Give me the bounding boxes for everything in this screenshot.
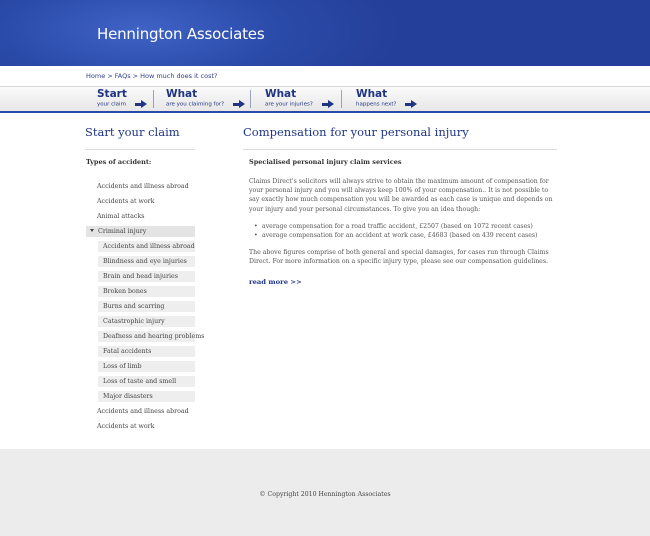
sidebar-item-animal-attacks[interactable]: Animal attacks	[97, 213, 145, 220]
site-header	[0, 0, 650, 66]
step-title: What	[265, 88, 297, 100]
details-paragraph: The above figures comprise of both general and special damages, for cases run through Claims Direct. For more information on a specific injury type, please see our compensation guidelines.	[249, 249, 549, 266]
sidebar-subitem-broken-bones[interactable]: Broken bones	[98, 286, 195, 297]
sidebar-item-accidents-at-work[interactable]: Accidents at work	[97, 198, 155, 205]
step-injuries[interactable]	[265, 89, 334, 109]
step-claiming-for[interactable]	[166, 89, 245, 109]
step-title: Start	[97, 88, 127, 100]
page-title: Compensation for your personal injury	[243, 125, 469, 139]
arrow-right-icon	[141, 100, 147, 108]
step-subtitle: are you claiming for?	[166, 101, 225, 108]
sidebar-item-accidents-at-work-2[interactable]: Accidents at work	[97, 423, 155, 430]
sidebar-subitem-loss-of-limb[interactable]: Loss of limb	[98, 361, 195, 372]
sidebar-item-accidents-abroad-2[interactable]: Accidents and illness abroad	[97, 408, 189, 415]
arrow-right-icon	[411, 100, 417, 108]
sidebar-subitem-major-disasters[interactable]: Major disasters	[98, 391, 195, 402]
site-title[interactable]: Hennington Associates	[97, 25, 265, 43]
sidebar-subitem-accidents-abroad[interactable]: Accidents and illness abroad	[98, 241, 195, 252]
step-divider	[250, 90, 251, 108]
sidebar-subitem-catastrophic[interactable]: Catastrophic injury	[98, 316, 195, 327]
breadcrumb-separator: >	[107, 72, 113, 80]
step-title: What	[166, 88, 198, 100]
step-subtitle: your claim	[97, 101, 126, 108]
sidebar-item-accidents-abroad[interactable]: Accidents and illness abroad	[97, 183, 189, 190]
step-divider	[341, 90, 342, 108]
step-divider	[153, 90, 154, 108]
step-subtitle: happens next?	[356, 101, 397, 108]
arrow-right-icon	[328, 100, 334, 108]
sidebar-subitem-taste-smell[interactable]: Loss of taste and smell	[98, 376, 195, 387]
main-divider	[243, 149, 557, 150]
step-bar-underline	[0, 111, 650, 113]
intro-paragraph: Claims Direct's solicitors will always strive to obtain the maximum amount of compensation for your personal injury and you will always keep 100% of your compensation.. It is not possible to say exactly how much compensation you will be awarded as each case is unique and depends on your injury and your personal circumstances. To give you an idea though:	[249, 178, 553, 213]
sidebar-subitem-deafness[interactable]: Deafness and hearing problems	[98, 331, 195, 342]
step-start-claim[interactable]	[97, 89, 147, 109]
sidebar-item-label: Criminal injury	[98, 228, 147, 235]
step-happens-next[interactable]	[356, 89, 417, 109]
arrow-right-icon	[239, 100, 245, 108]
breadcrumb-faqs[interactable]: FAQs	[114, 72, 131, 80]
step-subtitle: are your injuries?	[265, 101, 313, 108]
breadcrumb-separator: >	[132, 72, 139, 80]
sidebar-subitem-fatal[interactable]: Fatal accidents	[98, 346, 195, 357]
step-title: What	[356, 88, 388, 100]
section-subheading: Specialised personal injury claim services	[249, 158, 402, 166]
list-item: • average compensation for an accident at work case, £4683 (based on 439 recent cases)	[262, 231, 562, 240]
sidebar-heading: Start your claim	[85, 125, 180, 139]
compensation-list	[262, 222, 562, 240]
breadcrumb-current[interactable]: How much does it cost?	[140, 72, 218, 80]
list-item: • average compensation for a road traffic accident, £2507 (based on 1072 recent cases)	[262, 222, 562, 231]
expand-triangle-icon	[90, 229, 94, 232]
breadcrumb	[86, 72, 217, 80]
sidebar-divider	[85, 149, 195, 150]
read-more-link[interactable]: read more >>	[249, 278, 302, 286]
breadcrumb-home[interactable]: Home	[86, 72, 106, 80]
sidebar-subitem-brain-head[interactable]: Brain and head injuries	[98, 271, 195, 282]
types-of-accident-label: Types of accident:	[86, 158, 152, 166]
sidebar-item-criminal-injury[interactable]	[86, 226, 195, 237]
copyright-text: © Copyright 2010 Hennington Associates	[259, 491, 391, 498]
sidebar-subitem-blindness[interactable]: Blindness and eye injuries	[98, 256, 195, 267]
sidebar-subitem-burns[interactable]: Burns and scarring	[98, 301, 195, 312]
